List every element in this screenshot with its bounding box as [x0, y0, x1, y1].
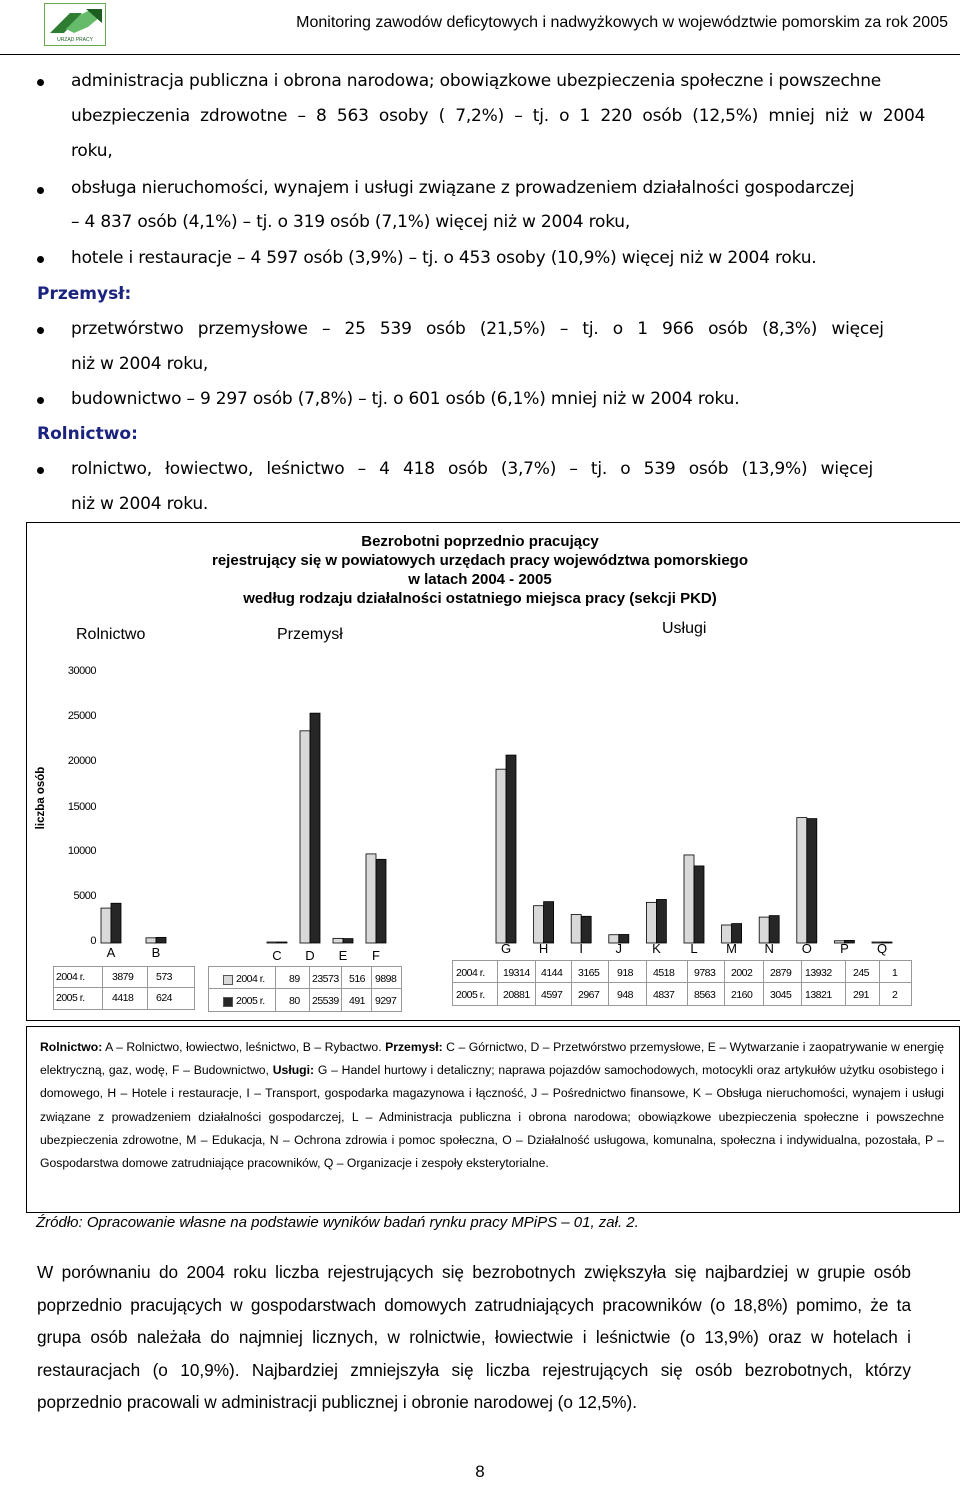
table-cell: 8563	[694, 989, 716, 1001]
bar-H-2005r	[544, 902, 554, 943]
legend-segment: G – Handel hurtowy i detaliczny; naprawa pojazdów samochodowych, motocykli oraz artykułów użytku osobistego i domowego, H – Hotele i restauracje, I – Transport, gospodarka magazynowa i łączność, J – Pośrednictwo finansowe, K – Obsługa nieruchomości, wynajem i usługi związane z prowadzeniem działalności gospodarczej, L – Administracja publiczna i obrona narodowa; obowiązkowe ubezpieczenia społeczne i powszechne ubezpieczenia zdrowotne, M – Edukacja, N – Ochrona zdrowia i pomoc społeczna, O – Działalność usługowa, komunalna, społeczna i indywidualna, pozostała, P – Gospodarstwa domowe zatrudniające pracowników, Q – Organizacje i zespoły eksterytorialne.	[40, 1063, 944, 1171]
bullet-line: hotele i restauracje – 4 597 osób (3,9%) – tj. o 453 osoby (10,9%) więcej niż w 2004 roku.	[71, 248, 817, 268]
panel-label-industry: Przemysł	[277, 626, 343, 643]
table-cell: 3165	[578, 967, 600, 979]
table-cell: 291	[853, 989, 870, 1001]
category-label: B	[151, 945, 161, 960]
legend-swatch-2004	[223, 975, 233, 985]
bar-A-2005r	[111, 903, 121, 943]
category-label: G	[500, 941, 512, 956]
bar-I-2005r	[581, 916, 591, 943]
legend-heading: Rolnictwo:	[40, 1040, 103, 1054]
y-tick-label: 10000	[67, 845, 96, 857]
table-cell: 2	[892, 989, 898, 1001]
bar-F-2005r	[376, 859, 386, 943]
category-label: J	[615, 941, 623, 956]
table-cell: 491	[349, 995, 366, 1007]
bar-G-2005r	[506, 755, 516, 943]
table-cell: 19314	[503, 967, 530, 979]
bar-K-2004r	[646, 902, 656, 943]
bar-E-2005r	[343, 939, 353, 943]
page-number: 8	[475, 1462, 485, 1481]
legend-heading: Usługi:	[272, 1063, 315, 1078]
bar-O-2004r	[797, 818, 807, 943]
bar-K-2005r	[656, 899, 666, 943]
bullet-line: niż w 2004 roku.	[71, 494, 209, 514]
bar-B-2004r	[146, 938, 156, 943]
panel-label-agriculture: Rolnictwo	[76, 626, 146, 643]
bullet-line: roku,	[71, 141, 113, 161]
y-tick-label: 20000	[67, 755, 96, 767]
bar-E-2004r	[333, 938, 343, 943]
chart-title-line: według rodzaju działalności ostatniego miejsca pracy (sekcji PKD)	[243, 590, 717, 607]
bullet-line: budownictwo – 9 297 osób (7,8%) – tj. o 601 osób (6,1%) mniej niż w 2004 roku.	[71, 389, 740, 409]
bar-B-2005r	[156, 937, 166, 943]
table-cell: 9898	[375, 973, 397, 985]
bullet-line: administracja publiczna i obrona narodowa; obowiązkowe ubezpieczenia społeczne i powszechne	[71, 71, 882, 91]
y-tick-label: 15000	[67, 801, 96, 813]
bar-N-2005r	[769, 916, 779, 943]
table-cell: 80	[289, 995, 300, 1007]
category-label: K	[652, 941, 661, 956]
table-cell: 4144	[541, 967, 563, 979]
source-note: Źródło: Opracowanie własne na podstawie wyników badań rynku pracy MPiPS – 01, zał. 2.	[36, 1214, 639, 1231]
table-cell: 3879	[112, 971, 134, 983]
body-paragraph: W porównaniu do 2004 roku liczba rejestrujących się bezrobotnych zwiększyła się najbardziej w grupie osób poprzednio pracujących w gospodarstwach domowych zatrudniających pracowników (o 18,8%) pomimo, że ta grupa osób należała do najmniej licznych, w rolnictwie, łowiectwie i leśnictwie (o 13,9%) oraz w hotelach i restauracjach (o 10,9%). Najbardziej zmniejszyła się liczba rejestrujących się osób bezrobotnych, którzy poprzednio pracowali w administracji publicznej i obronie narodowej (o 12,5%).	[37, 1262, 911, 1413]
table-cell: 2879	[770, 967, 792, 979]
bullet-line: przetwórstwo przemysłowe – 25 539 osób (21,5%) – tj. o 1 966 osób (8,3%) więcej	[71, 319, 884, 339]
table-cell: 516	[349, 973, 366, 985]
table-cell: 2160	[731, 989, 753, 1001]
category-label: P	[840, 941, 849, 956]
bar-L-2004r	[684, 855, 694, 943]
table-cell: 624	[156, 992, 173, 1004]
header-title: Monitoring zawodów deficytowych i nadwyżkowych w województwie pomorskim za rok 2005	[296, 14, 948, 31]
y-tick-label: 30000	[67, 665, 96, 677]
table-cell: 245	[853, 967, 870, 979]
y-tick-label: 25000	[67, 710, 96, 722]
bullet-line: – 4 837 osób (4,1%) – tj. o 319 osób (7,1%) więcej niż w 2004 roku,	[71, 212, 631, 232]
category-label: H	[538, 941, 549, 956]
table-cell: 9783	[694, 967, 716, 979]
bullet-line: rolnictwo, łowiectwo, leśnictwo – 4 418 osób (3,7%) – tj. o 539 osób (13,9%) więcej	[71, 459, 874, 479]
category-label: O	[801, 941, 812, 956]
y-axis-label: liczba osób	[35, 766, 47, 830]
bar-F-2004r	[366, 854, 376, 943]
series-label: 2005 r.	[456, 989, 485, 1001]
bar-N-2004r	[759, 917, 769, 943]
bar-L-2005r	[694, 866, 704, 943]
bar-I-2004r	[571, 915, 581, 943]
legend-text	[40, 1036, 944, 1175]
category-label: A	[106, 945, 116, 960]
bar-O-2005r	[807, 819, 817, 943]
logo-text: URZĄD PRACY	[57, 37, 93, 43]
table-cell: 23573	[312, 973, 339, 985]
bar-C-2004r	[267, 942, 277, 943]
table-cell: 2967	[578, 989, 600, 1001]
series-label: 2004 r.	[456, 967, 485, 979]
chart-title-line: rejestrujący się w powiatowych urzędach pracy województwa pomorskiego	[212, 552, 748, 569]
legend-heading: Przemysł:	[385, 1040, 443, 1054]
chart-title-line: Bezrobotni poprzednio pracujący	[361, 533, 599, 550]
category-label: Q	[876, 941, 888, 956]
legend-swatch-2005	[223, 997, 233, 1007]
bar-A-2004r	[101, 908, 111, 943]
category-label: E	[338, 948, 348, 963]
table-cell: 3045	[770, 989, 792, 1001]
table-cell: 4597	[541, 989, 563, 1001]
chart-title-line: w latach 2004 - 2005	[408, 571, 552, 588]
category-label: N	[764, 941, 774, 956]
table-cell: 9297	[375, 995, 397, 1007]
category-label: D	[305, 948, 315, 963]
bullet-line: niż w 2004 roku,	[71, 354, 209, 374]
bullet-line: obsługa nieruchomości, wynajem i usługi związane z prowadzeniem działalności gospodarczej	[71, 178, 855, 198]
series-label: 2004 r.	[56, 971, 85, 983]
section-heading-industry: Przemysł:	[37, 284, 132, 304]
table-cell: 918	[617, 967, 634, 979]
y-tick-label: 5000	[73, 890, 96, 902]
bar-H-2004r	[534, 906, 544, 943]
bullet-line: ubezpieczenia zdrowotne – 8 563 osoby ( 7,2%) – tj. o 1 220 osób (12,5%) mniej niż w 2004	[71, 106, 926, 126]
section-heading-agriculture: Rolnictwo:	[37, 424, 138, 444]
table-cell: 1	[892, 967, 898, 979]
legend-segment: C – Górnictwo, D – Przetwórstwo przemysłowe, E – Wytwarzanie i zaopatrywanie w energię elektryczną, gaz, wodę, F – Budownictwo,	[40, 1040, 945, 1078]
table-cell: 20881	[503, 989, 530, 1001]
table-cell: 25539	[312, 995, 339, 1007]
category-label: M	[726, 941, 738, 956]
y-tick-label: 0	[90, 935, 96, 947]
data-table-services	[452, 960, 912, 1006]
table-cell: 2002	[731, 967, 753, 979]
table-cell: 4837	[653, 989, 675, 1001]
bar-D-2004r	[300, 731, 310, 943]
table-cell: 4418	[112, 992, 134, 1004]
table-cell: 573	[156, 971, 173, 983]
panel-label-services: Usługi	[662, 620, 707, 637]
legend-segment: A – Rolnictwo, łowiectwo, leśnictwo, B – Rybactwo.	[102, 1040, 386, 1054]
category-label: L	[690, 941, 698, 956]
table-cell: 4518	[653, 967, 675, 979]
category-label: F	[372, 948, 380, 963]
category-label: C	[272, 948, 282, 963]
series-label: 2004 r.	[236, 973, 265, 985]
table-cell: 89	[289, 973, 300, 985]
data-table-agriculture	[53, 966, 195, 1010]
bar-D-2005r	[310, 713, 320, 943]
table-cell: 13821	[805, 989, 832, 1001]
data-table-industry	[208, 966, 402, 1012]
table-cell: 948	[617, 989, 634, 1001]
category-label: I	[579, 941, 584, 956]
table-cell: 13932	[805, 967, 832, 979]
bar-C-2005r	[277, 942, 287, 943]
series-label: 2005 r.	[56, 992, 85, 1004]
bar-G-2004r	[496, 769, 506, 943]
series-label: 2005 r.	[236, 995, 265, 1007]
